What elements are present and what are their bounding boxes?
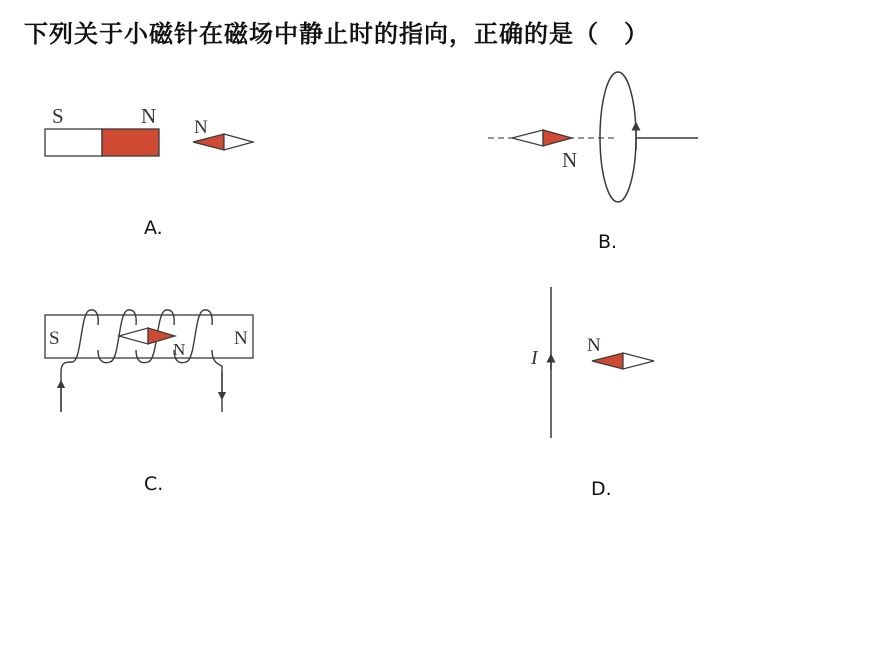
needle-south-end	[512, 130, 543, 146]
current-label: I	[531, 347, 538, 369]
compass-needle-a	[193, 117, 253, 150]
option-c[interactable]	[45, 310, 253, 495]
needle-south-end	[623, 353, 654, 369]
compass-needle-b	[512, 130, 577, 172]
option-a[interactable]	[45, 104, 253, 239]
option-b[interactable]	[488, 72, 698, 253]
needle-n-label: N	[587, 335, 601, 356]
magnet-north-half	[102, 129, 159, 156]
magnet-n-label: N	[141, 104, 157, 128]
option-b-label: B.	[598, 231, 618, 253]
option-c-label: C.	[144, 473, 164, 495]
magnet-south-half	[45, 129, 102, 156]
bar-magnet	[45, 104, 159, 156]
current-loop	[600, 72, 636, 202]
magnet-s-label: S	[52, 104, 64, 128]
option-a-label: A.	[144, 217, 163, 239]
needle-north-end	[543, 130, 572, 146]
option-d[interactable]	[530, 287, 654, 500]
needle-n-label: N	[194, 117, 208, 138]
compass-needle-d	[587, 335, 654, 369]
question-text: 下列关于小磁针在磁场中静止时的指向，正确的是（ ）	[24, 20, 649, 48]
needle-n-label: N	[562, 148, 578, 172]
solenoid-n-label: N	[234, 328, 248, 349]
option-d-label: D.	[591, 478, 612, 500]
solenoid-s-label: S	[49, 328, 60, 349]
needle-n-label: N	[173, 340, 186, 359]
needle-south-end	[224, 134, 253, 150]
